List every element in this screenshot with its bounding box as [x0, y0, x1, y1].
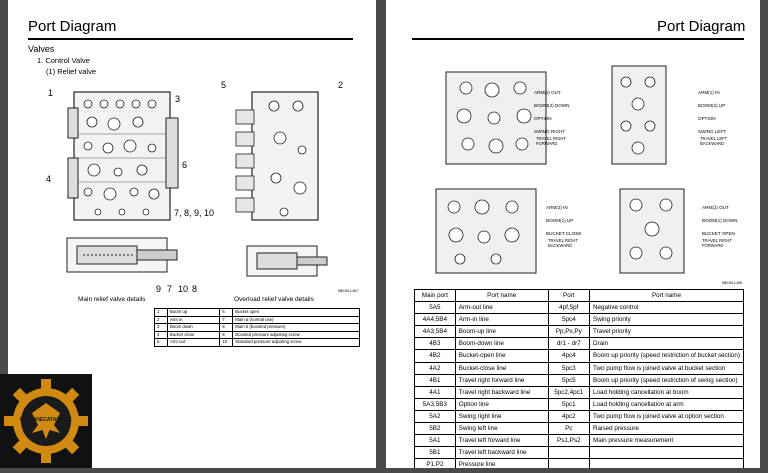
callout-label: 2	[338, 80, 344, 90]
port-label: BOOM(1) UP	[546, 218, 574, 223]
port-name-cell: Load holding cancellation at boom	[590, 386, 744, 398]
port-cell: Pc	[548, 423, 589, 435]
port-label: BUCKET CLOSE	[546, 231, 582, 236]
column-header: Port name	[455, 290, 548, 302]
port-cell: 5pc1	[548, 398, 589, 410]
right-page-title: Port Diagram	[657, 18, 746, 35]
port-layout-bottom-left-drawing	[426, 185, 546, 277]
figure-code: 9BXH01-458	[722, 281, 743, 285]
legend-number: 8	[220, 324, 233, 332]
column-header: Port	[548, 290, 589, 302]
main-port-cell: 4A1	[415, 386, 456, 398]
port-label: BOOM(1) DOWN	[702, 218, 738, 223]
column-header: Main port	[415, 290, 456, 302]
port-name-cell: Travel left backward line	[455, 447, 548, 459]
main-port-cell: 4B3	[415, 338, 456, 350]
main-relief-valve-drawing	[63, 228, 193, 286]
main-port-cell: P1,P2	[415, 459, 456, 468]
port-name-cell: Swing left line	[455, 423, 548, 435]
left-page-title: Port Diagram	[28, 18, 117, 35]
port-name-cell: Bucket-open line	[455, 350, 548, 362]
port-label: BUCKET OPEN	[702, 231, 735, 236]
legend-number: 1	[155, 309, 168, 317]
port-cell	[548, 459, 589, 468]
main-port-cell: 4B2	[415, 350, 456, 362]
legend-description: Bucket open	[233, 309, 360, 317]
callout-label: 4	[46, 174, 52, 184]
main-relief-caption: Main relief valve details	[78, 296, 146, 303]
port-name-cell: Travel left forward line	[455, 435, 548, 447]
port-label: BOOM(2) DOWN	[534, 103, 570, 108]
port-name-cell: Travel priority	[590, 326, 744, 338]
port-name-cell: Raised pressure	[590, 423, 744, 435]
port-cell: 4pc4	[548, 350, 589, 362]
main-port-cell: 5A1	[415, 435, 456, 447]
overload-relief-valve-drawing	[243, 238, 333, 288]
table-row	[415, 435, 744, 447]
legend-number: 5	[155, 339, 168, 347]
port-cell: Pp,Px,Py	[548, 326, 589, 338]
port-label: TRAVEL RIGHT BACKWARD	[548, 238, 578, 248]
table-row	[415, 362, 744, 374]
port-name-cell: Two pump flow is joined valve at bucket section	[590, 362, 744, 374]
port-name-cell	[590, 447, 744, 459]
main-port-cell: 4A4,5B4	[415, 314, 456, 326]
port-cell: 4pf,5pf	[548, 302, 589, 314]
callout-label: 6	[182, 160, 188, 170]
legend-number: 6	[220, 309, 233, 317]
port-cell: Ps1,Ps2	[548, 435, 589, 447]
legend-row	[155, 309, 360, 317]
port-name-cell: Negative control	[590, 302, 744, 314]
port-name-cell: Travel right forward line	[455, 374, 548, 386]
main-port-cell: 5A5	[415, 302, 456, 314]
port-cell: 5pc3	[548, 362, 589, 374]
port-name-cell: Swing priority	[590, 314, 744, 326]
legend-description: Boom down	[168, 324, 220, 332]
port-name-cell: Arm-in line	[455, 314, 548, 326]
legend-number: 2	[155, 316, 168, 324]
port-table	[414, 289, 744, 468]
port-name-cell: Drain	[590, 338, 744, 350]
callout-label: 9	[156, 284, 162, 294]
port-label: ARM(2) IN	[546, 205, 568, 210]
control-valve-side-drawing	[230, 88, 330, 226]
port-label: SWING RIGHT	[534, 129, 566, 134]
port-layout-top-right-drawing	[604, 60, 674, 170]
port-name-cell: Main pressure measurement	[590, 435, 744, 447]
port-label: OPTION	[534, 116, 552, 121]
legend-row	[155, 331, 360, 339]
legend-row	[155, 324, 360, 332]
callout-label: 8	[192, 284, 198, 294]
right-page	[386, 0, 760, 468]
table-row	[415, 459, 744, 468]
main-port-cell: 4A2	[415, 362, 456, 374]
callout-label: 1	[48, 88, 54, 98]
callout-label: 5	[221, 80, 227, 90]
port-name-cell: Boom-up line	[455, 326, 548, 338]
port-name-cell: Travel right backward line	[455, 386, 548, 398]
legend-row	[155, 316, 360, 324]
port-name-cell: Swing right line	[455, 410, 548, 422]
section-heading: Valves	[28, 44, 55, 54]
port-name-cell: Option line	[455, 398, 548, 410]
callout-label: 10	[178, 284, 189, 294]
callout-label: 7, 8, 9, 10	[174, 208, 215, 218]
table-row	[415, 410, 744, 422]
port-label: ARM(1) OUT	[534, 90, 561, 95]
port-name-cell	[590, 459, 744, 468]
legend-row	[155, 339, 360, 347]
callout-label: 3	[175, 94, 181, 104]
table-row	[415, 374, 744, 386]
port-cell: 4pc2	[548, 410, 589, 422]
port-label: BOOM(2) UP	[698, 103, 726, 108]
table-row	[415, 338, 744, 350]
port-name-cell: Boom up priority (speed restriction of swing section)	[590, 374, 744, 386]
right-header-rule	[412, 38, 744, 40]
table-row	[415, 423, 744, 435]
sub-item-heading: (1) Relief valve	[46, 67, 97, 76]
left-header-rule	[28, 38, 353, 40]
watermark-logo	[0, 374, 92, 468]
item-heading: 1. Control Valve	[37, 56, 90, 65]
port-label: ARM(2) OUT	[702, 205, 729, 210]
port-cell: dr1 - dr7	[548, 338, 589, 350]
port-name-cell: Boom-down line	[455, 338, 548, 350]
port-label: OPTION	[698, 116, 716, 121]
legend-description: Main a (normal use)	[233, 316, 360, 324]
port-cell: 5pc4	[548, 314, 589, 326]
table-row	[415, 398, 744, 410]
port-cell: 5pc5	[548, 374, 589, 386]
watermark-text: MACHINECATALOGIC	[19, 417, 73, 423]
table-row	[415, 386, 744, 398]
legend-number: 4	[155, 331, 168, 339]
column-header: Port name	[590, 290, 744, 302]
legend-description: Boom up	[168, 309, 220, 317]
legend-description: Arm out	[168, 339, 220, 347]
legend-description: Standard pressure adjusting screw	[233, 339, 360, 347]
overload-relief-caption: Overload relief valve details	[234, 296, 314, 303]
port-name-cell: Pressure line	[455, 459, 548, 468]
port-name-cell: Boom up priority (speed restriction of bucket section)	[590, 350, 744, 362]
main-port-cell: 4A3,5B4	[415, 326, 456, 338]
main-port-cell: 5B2	[415, 423, 456, 435]
port-layout-bottom-right-drawing	[612, 185, 692, 277]
main-port-cell: 5A2	[415, 410, 456, 422]
table-row	[415, 326, 744, 338]
port-name-cell: Two pump flow is joined valve at option section	[590, 410, 744, 422]
table-row	[415, 350, 744, 362]
legend-description: Arm in	[168, 316, 220, 324]
port-name-cell: Arm-out line	[455, 302, 548, 314]
main-port-cell: 4B1	[415, 374, 456, 386]
legend-description: Main b (boosted pressure)	[233, 324, 360, 332]
legend-number: 3	[155, 324, 168, 332]
port-cell: 5pc2,4pc1	[548, 386, 589, 398]
callout-label: 7	[167, 284, 173, 294]
legend-table	[154, 308, 360, 347]
port-label: TRAVEL RIGHT FORWARD	[702, 238, 732, 248]
port-label: SWING LEFT	[698, 129, 727, 134]
port-label: TRAVEL LEFT BACKWARD	[700, 136, 728, 146]
port-label: TRAVEL RIGHT FORWARD	[536, 136, 566, 146]
table-row	[415, 447, 744, 459]
table-row	[415, 302, 744, 314]
main-port-cell: 5A3,5B3	[415, 398, 456, 410]
main-port-cell: 5B1	[415, 447, 456, 459]
legend-number: 7	[220, 316, 233, 324]
figure-code: 9BXH01-457	[338, 289, 359, 293]
legend-description: Bucket close	[168, 331, 220, 339]
control-valve-front-drawing	[58, 88, 188, 226]
table-row	[415, 314, 744, 326]
legend-number: 10	[220, 339, 233, 347]
legend-number: 9	[220, 331, 233, 339]
port-cell	[548, 447, 589, 459]
legend-description: Boosted pressure adjusting screw	[233, 331, 360, 339]
port-name-cell: Bucket-close line	[455, 362, 548, 374]
port-label: ARM(1) IN	[698, 90, 720, 95]
port-name-cell: Load holding cancellation at arm	[590, 398, 744, 410]
